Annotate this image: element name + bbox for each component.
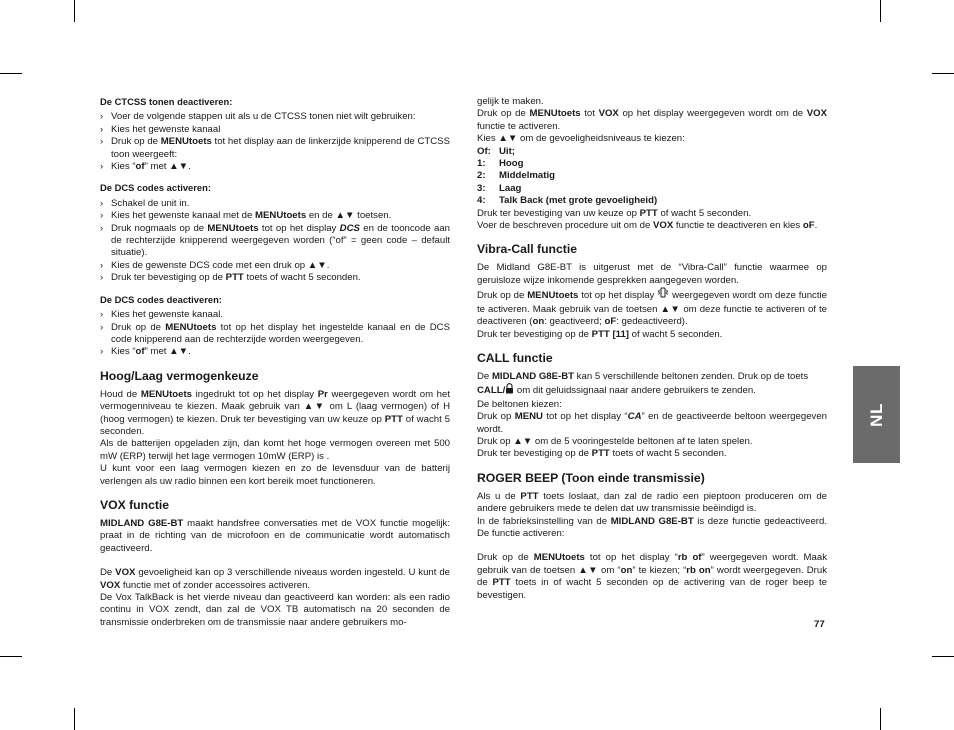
list-item: › Kies het gewenste kanaal xyxy=(100,123,221,135)
bullet-chevron-icon: › xyxy=(100,136,104,148)
list-item: › Druk op de MENUtoets tot het display aan de linkerzijde knipperend de CTCSS toon weergeeft: xyxy=(100,136,450,160)
paragraph: Voer de beschreven procedure uit om de VOX functie te deactiveren en kies oF. xyxy=(477,220,818,232)
right-column xyxy=(477,96,827,602)
vox-continued xyxy=(477,96,827,232)
list-item: › Kies “of” met ▲▼. xyxy=(100,161,191,173)
lock-icon xyxy=(505,383,514,398)
list-item: Of: Uit; xyxy=(477,145,515,157)
list-item: › Kies de gewenste DCS code met een druk op ▲▼. xyxy=(100,259,330,271)
call-section xyxy=(477,351,827,461)
bullet-list xyxy=(100,198,450,285)
vibra-icon xyxy=(657,287,669,303)
crop-mark xyxy=(880,0,881,22)
bullet-chevron-icon: › xyxy=(100,210,104,222)
paragraph: Druk ter bevestiging op de PTT [11] of wacht 5 seconden. xyxy=(477,328,723,340)
sensitivity-levels xyxy=(477,146,827,208)
dcs-on-section xyxy=(100,182,450,284)
language-tab-label: NL xyxy=(866,402,886,427)
section-subheading: De DCS codes deactiveren: xyxy=(100,293,222,305)
section-heading: CALL functie xyxy=(477,350,553,365)
list-item: 2: Middelmatig xyxy=(477,170,555,182)
paragraph: MIDLAND G8E-BT maakt handsfree conversaties met de VOX functie mogelijk: praat in de richting van de microfoon en de communicatie wordt automatisch geactiveerd. xyxy=(100,517,450,554)
bullet-chevron-icon: › xyxy=(100,346,104,358)
bullet-chevron-icon: › xyxy=(100,309,104,321)
list-item: 3: Laag xyxy=(477,182,522,194)
bullet-chevron-icon: › xyxy=(100,197,104,209)
dcs-off-section xyxy=(100,294,450,359)
bullet-list xyxy=(100,309,450,359)
crop-mark xyxy=(932,656,954,657)
list-item: › Kies het gewenste kanaal. xyxy=(100,309,224,321)
paragraph: Druk op de MENUtoets tot op het display “rb of” weergegeven wordt. Maak gebruik van de toetsen ▲▼ om “on” te kiezen; “rb on” wordt weergegeven. Druk de PTT toets in of wacht 5 seconden op de activering van de roger beep te bevestigen. xyxy=(477,552,827,601)
paragraph: Als u de PTT toets loslaat, dan zal de radio een pieptoon produceren om de andere gebruikers mede te delen dat uw transmissie beëindigd is. xyxy=(477,490,827,515)
bullet-chevron-icon: › xyxy=(100,321,104,333)
list-item: › Kies “of” met ▲▼. xyxy=(100,346,191,358)
roger-section xyxy=(477,471,827,602)
list-item: › Druk op de MENUtoets tot op het display het ingestelde kanaal en de DCS code knipperend aan de rechterzijde worden weergegeven. xyxy=(100,321,450,345)
section-subheading: De DCS codes activeren: xyxy=(100,182,211,194)
list-item: 1: Hoog xyxy=(477,158,524,170)
bullet-chevron-icon: › xyxy=(100,161,104,173)
crop-mark xyxy=(0,656,22,657)
paragraph: Druk ter bevestiging op de PTT toets of wacht 5 seconden. xyxy=(477,448,727,460)
crop-mark xyxy=(932,73,954,74)
bullet-chevron-icon: › xyxy=(100,222,104,234)
left-column xyxy=(100,96,450,629)
section-heading: VOX functie xyxy=(100,497,170,512)
section-heading: Hoog/Laag vermogenkeuze xyxy=(100,368,259,383)
section-heading: Vibra-Call functie xyxy=(477,242,578,257)
list-item: › Voer de volgende stappen uit als u de CTCSS tonen niet wilt gebruiken: xyxy=(100,111,416,123)
paragraph: Druk op MENU tot op het display “CA” en de geactiveerde beltoon weergegeven wordt. xyxy=(477,411,827,435)
paragraph: Houd de MENUtoets ingedrukt tot op het display Pr weergegeven wordt om het vermogenniveau te kiezen. Maak gebruik van ▲▼ om L (laag vermogen) of H (hoog vermogen) te kiezen. Druk ter bevestiging van uw keuze op PTT of wacht 5 seconden. xyxy=(100,388,451,437)
language-tab xyxy=(853,366,900,463)
paragraph: De MIDLAND G8E-BT kan 5 verschillende beltonen zenden. Druk op de toets CALL/ om dit geluidssignaal naar andere gebruikers te zenden. xyxy=(477,371,827,399)
ctcss-off-section xyxy=(100,96,450,173)
list-item: 4: Talk Back (met grote gevoeligheid) xyxy=(477,195,658,207)
paragraph: De VOX gevoeligheid kan op 3 verschillende niveaus worden ingesteld. U kunt de VOX functie met of zonder accessoires activeren. xyxy=(100,567,450,591)
bullet-list xyxy=(100,111,450,173)
bullet-chevron-icon: › xyxy=(100,259,104,271)
crop-mark xyxy=(880,708,881,730)
power-section xyxy=(100,369,450,488)
list-item: › Kies het gewenste kanaal met de MENUtoets en de ▲▼ toetsen. xyxy=(100,210,392,222)
paragraph: Druk ter bevestiging van uw keuze op PTT of wacht 5 seconden. xyxy=(477,207,752,219)
list-item: › Druk ter bevestiging op de PTT toets of wacht 5 seconden. xyxy=(100,272,361,284)
bullet-chevron-icon: › xyxy=(100,111,104,123)
paragraph: Als de batterijen opgeladen zijn, dan komt het hoge vermogen overeen met 500 mW (ERP) terwijl het lage vermogen 10mW (ERP) is . xyxy=(100,438,450,462)
section-subheading: De CTCSS tonen deactiveren: xyxy=(100,96,233,107)
paragraph: De beltonen kiezen: xyxy=(477,398,562,410)
crop-mark xyxy=(74,0,75,22)
paragraph: Druk op de MENUtoets tot op het display weergegeven wordt om deze functie te activeren. Maak gebruik van de toetsen ▲▼ om deze functie te activeren of te deactiveren (on: geactiveerd; oF: gedeactiveerd). xyxy=(477,287,827,328)
paragraph: gelijk te maken. xyxy=(477,96,544,107)
vox-section xyxy=(100,498,450,629)
bullet-chevron-icon: › xyxy=(100,123,104,135)
vibra-section xyxy=(477,242,827,340)
section-heading: ROGER BEEP (Toon einde transmissie) xyxy=(477,470,705,485)
bullet-chevron-icon: › xyxy=(100,272,104,284)
paragraph: De Midland G8E-BT is uitgerust met de “Vibra-Call” functie waarmee op geruisloze wijze inkomende gesprekken aangegeven worden. xyxy=(477,262,827,286)
paragraph: Druk op de MENUtoets tot VOX op het display weergegeven wordt om de VOX functie te activeren. xyxy=(477,108,827,132)
paragraph: Kies ▲▼ om de gevoeligheidsniveaus te kiezen: xyxy=(477,133,685,145)
list-item: › Schakel de unit in. xyxy=(100,197,190,209)
page-number: 77 xyxy=(814,619,825,630)
crop-mark xyxy=(74,708,75,730)
paragraph: In de fabrieksinstelling van de MIDLAND G8E-BT is deze functie gedeactiveerd. De functie activeren: xyxy=(477,515,827,539)
list-item: › Druk nogmaals op de MENUtoets tot op het display DCS en de tooncode aan de rechterzijde knipperend weergegeven worden (“of” = geen code – default situatie). xyxy=(100,222,450,259)
paragraph: U kunt voor een laag vermogen kiezen en zo de levensduur van de batterij verlengen als uw radio binnen een kort bereik moet functioneren. xyxy=(100,463,450,487)
paragraph: Druk op ▲▼ om de 5 vooringestelde beltonen af te laten spelen. xyxy=(477,435,753,447)
paragraph: De Vox TalkBack is het vierde niveau dan geactiveerd kan worden: als een radio continu in VOX zendt, dan zal de VOX TB automatisch na 20 seconden de transmissie onderbreken om de transmissie naar andere gebruikers mo- xyxy=(100,592,450,628)
crop-mark xyxy=(0,73,22,74)
